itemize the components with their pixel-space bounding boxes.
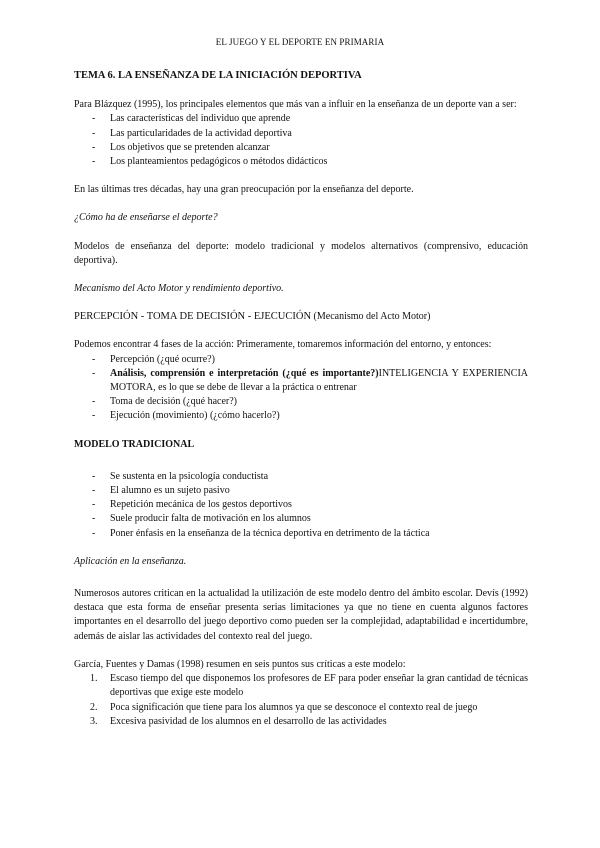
phase2-bold: Análisis, comprensión e interpretación (¿qué es importante?) (110, 367, 379, 379)
running-header: EL JUEGO Y EL DEPORTE EN PRIMARIA (215, 37, 385, 47)
application-subheading: Aplicación en la enseñanza. (74, 555, 187, 567)
list-item: - Repetición mecánica de los gestos deportivos (74, 498, 528, 512)
list-item: - Se sustenta en la psicología conductista (74, 470, 528, 484)
list-item: - Las particularidades de la actividad deportiva (74, 127, 528, 141)
models-paragraph: Modelos de enseñanza del deporte: modelo tradicional y modelos alternativos (comprensivo, educación deportiva). (74, 240, 528, 266)
phase2-caps: INTELIGENCIA Y EXPERIENCIA MOTORA (110, 367, 528, 394)
phases-intro: Podemos encontrar 4 fases de la acción: Primeramente, tomaremos información del entorno, y entonces: (74, 339, 492, 351)
list-item: - Toma de decisión (¿qué hacer?) (74, 395, 528, 409)
item-text: Escaso tiempo del que disponemos los profesores de EF para poder enseñar la gran cantidad de técnicas deportivas que exige este modelo (110, 673, 528, 699)
list-item: - Percepción (¿qué ocurre?) (74, 353, 528, 367)
list-item (74, 367, 528, 395)
list-item: - Suele producir falta de motivación en los alumnos (74, 512, 528, 526)
list-item: - Los planteamientos pedagógicos o métodos didácticos (74, 155, 528, 169)
list-item: - El alumno es un sujeto pasivo (74, 484, 528, 498)
decades-paragraph: En las últimas tres décadas, hay una gran preocupación por la enseñanza del deporte. (74, 184, 414, 196)
intro-paragraph: Para Blázquez (1995), los principales elementos que más van a influir en la enseñanza de un deporte van a ser: (74, 99, 517, 111)
item-number: 2. (90, 701, 98, 713)
elements-list (74, 112, 528, 169)
list-item: - Ejecución (movimiento) (¿cómo hacerlo?) (74, 409, 528, 423)
item-text: Excesiva pasividad de los alumnos en el desarrollo de las actividades (110, 715, 387, 727)
critics-list (74, 672, 528, 729)
mechanism-paren: (Mecanismo del Acto Motor) (311, 311, 431, 323)
section-heading: TEMA 6. LA ENSEÑANZA DE LA INICIACIÓN DEPORTIVA (74, 70, 362, 81)
item-text: Poca significación que tiene para los alumnos ya que se desconoce el contexto real de juego (110, 701, 478, 713)
traditional-list (74, 470, 528, 541)
list-item: - Las características del individuo que aprende (74, 112, 528, 126)
question-subheading: ¿Cómo ha de enseñarse el deporte? (74, 212, 218, 224)
critics-intro: García, Fuentes y Damas (1998) resumen en seis puntos sus críticas a este modelo: (74, 658, 406, 670)
list-item: - Poner énfasis en la enseñanza de la técnica deportiva en detrimento de la táctica (74, 527, 528, 541)
mechanism-phases: PERCEPCIÓN - TOMA DE DECISIÓN - EJECUCIÓN (74, 311, 312, 323)
item-number: 1. (90, 673, 98, 685)
traditional-heading: MODELO TRADICIONAL (74, 438, 195, 450)
list-item: - Los objetivos que se pretenden alcanzar (74, 141, 528, 155)
phase2-tail: , es lo que se debe de llevar a la práctica o entrenar (153, 382, 357, 394)
application-paragraph: Numerosos autores critican en la actualidad la utilización de este modelo dentro del ámbito escolar. Devís (1992) destaca que esta forma de enseñar presenta serias limitaciones ya que no tiene en cuenta algunos factores importantes en el desarrollo del juego deportivo como pueden ser la complejidad, adaptabilidad e incertidumbre, además de aislar las actividades del contexto real del juego. (74, 588, 528, 642)
mechanism-subheading: Mecanismo del Acto Motor y rendimiento deportivo. (74, 283, 284, 295)
list-item (74, 715, 528, 729)
phases-list (74, 353, 528, 424)
mechanism-line (74, 310, 528, 324)
item-number: 3. (90, 715, 98, 727)
list-item (74, 701, 528, 715)
document-body (74, 69, 528, 729)
list-item (74, 672, 528, 700)
